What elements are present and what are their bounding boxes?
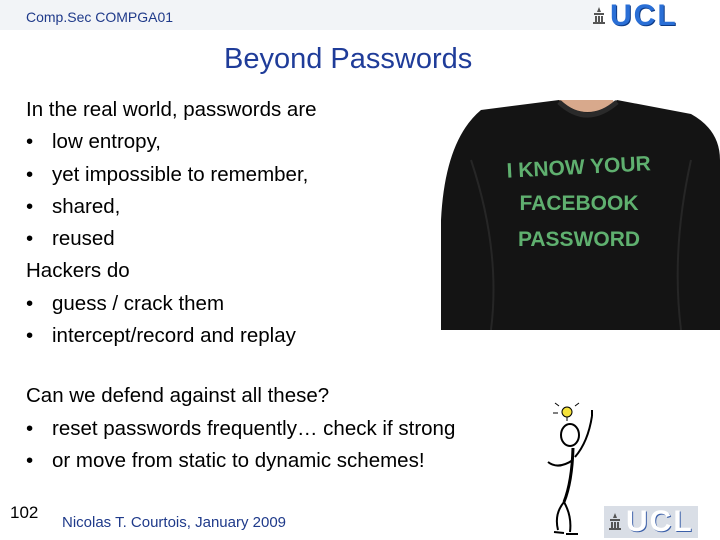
bullet-text: yet impossible to remember, [52, 162, 309, 186]
slide-header-bar [0, 0, 720, 34]
list-item: • yet impossible to remember, [26, 162, 309, 186]
bullet-text: low entropy, [52, 130, 162, 154]
bullet-text: guess / crack them [52, 291, 225, 315]
idea-stick-figure-icon [540, 402, 610, 540]
intro-text: In the real world, passwords are [26, 98, 317, 121]
bullet-text: or move from static to dynamic schemes! [52, 448, 425, 472]
list-item: • or move from static to dynamic schemes! [26, 448, 425, 472]
slide-body [26, 94, 455, 477]
bullet-text: intercept/record and replay [52, 324, 296, 348]
list-item: • reused [26, 227, 115, 251]
list-item: • low entropy, [26, 130, 162, 154]
list-item: • shared, [26, 194, 121, 218]
portico-icon [592, 7, 606, 25]
footer-author-date: Nicolas T. Courtois, January 2009 [62, 514, 287, 531]
ucl-logo-footer [604, 506, 698, 538]
slide-title: Beyond Passwords [224, 43, 473, 75]
list-item: • reset passwords frequently… check if strong [26, 416, 456, 440]
tshirt-image [441, 100, 720, 330]
page-number: 102 [10, 503, 39, 522]
course-code: Comp.Sec COMPGA01 [26, 9, 174, 25]
bullet-text: reset passwords frequently… check if strong [52, 416, 456, 440]
list-item: • intercept/record and replay [26, 324, 296, 348]
ucl-logo-text: UCL [610, 0, 678, 32]
shirt-text-line: FACEBOOK [519, 192, 639, 215]
list-item: • guess / crack them [26, 291, 225, 315]
ucl-logo-text: UCL [626, 505, 694, 538]
portico-icon [608, 513, 622, 531]
ucl-logo [592, 2, 678, 30]
shirt-text-line: I KNOW YOUR [506, 152, 652, 183]
defend-question: Can we defend against all these? [26, 384, 330, 408]
hackers-heading: Hackers do [26, 259, 130, 283]
bullet-text: reused [52, 227, 115, 251]
shirt-text-line: PASSWORD [517, 228, 641, 251]
bullet-text: shared, [52, 194, 121, 218]
